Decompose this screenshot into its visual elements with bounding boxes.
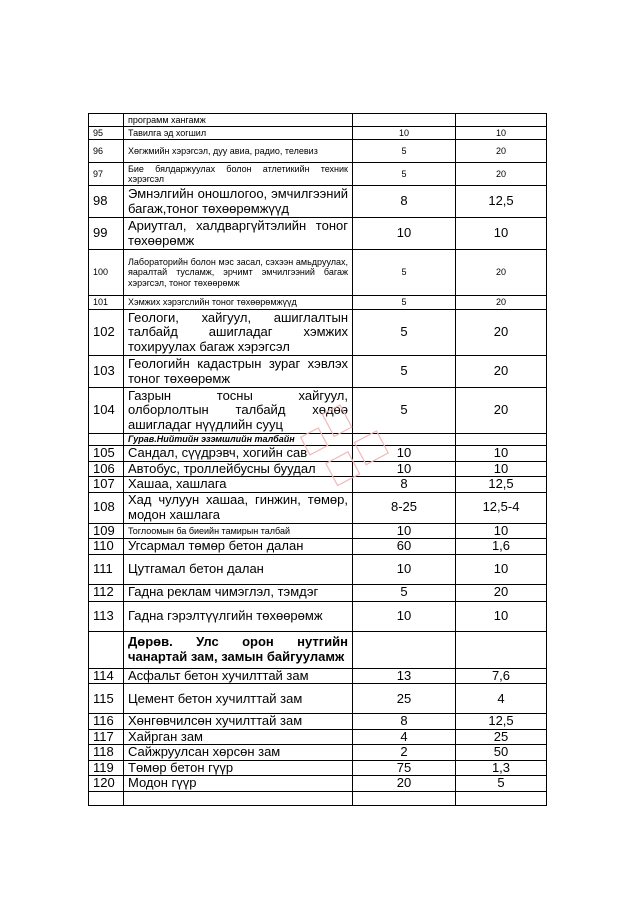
service-life-years xyxy=(353,114,456,127)
item-name: Геологийн кадастрын зураг хэвлэх тоног төхөөрөмж xyxy=(124,356,353,388)
service-life-years: 5 xyxy=(353,296,456,310)
table-row xyxy=(89,186,547,218)
item-name: Эмнэлгийн оношлогоо, эмчилгээний багаж,тоног төхөөрөмжүүд xyxy=(124,186,353,218)
service-life-years: 10 xyxy=(353,218,456,250)
table-row xyxy=(89,250,547,296)
depreciation-rate: 12,5-4 xyxy=(456,492,547,523)
item-name: Цутгамал бетон далан xyxy=(124,554,353,584)
row-number: 115 xyxy=(89,684,124,714)
service-life-years: 10 xyxy=(353,127,456,140)
table-row xyxy=(89,163,547,186)
row-number: 120 xyxy=(89,776,124,792)
depreciation-rate: 12,5 xyxy=(456,477,547,493)
service-life-years: 10 xyxy=(353,446,456,462)
row-number: 114 xyxy=(89,668,124,684)
depreciation-rate: 10 xyxy=(456,218,547,250)
service-life-years: 5 xyxy=(353,310,456,356)
row-number xyxy=(89,792,124,806)
row-number xyxy=(89,114,124,127)
depreciation-rate xyxy=(456,114,547,127)
row-number: 96 xyxy=(89,140,124,163)
table-row xyxy=(89,218,547,250)
row-number: 100 xyxy=(89,250,124,296)
depreciation-rate: 5 xyxy=(456,776,547,792)
depreciation-rate: 12,5 xyxy=(456,714,547,730)
item-name: Хөнгөвчилсөн хучилттай зам xyxy=(124,714,353,730)
service-life-years: 10 xyxy=(353,601,456,631)
table-row xyxy=(89,729,547,745)
item-name: Дөрөв. Улс орон нутгийн чанартай зам, замын байгууламж xyxy=(124,631,353,668)
depreciation-rate: 20 xyxy=(456,388,547,434)
row-number: 112 xyxy=(89,584,124,601)
depreciation-rate: 10 xyxy=(456,461,547,477)
item-name: Сайжруулсан хөрсөн зам xyxy=(124,745,353,761)
service-life-years: 5 xyxy=(353,250,456,296)
service-life-years: 5 xyxy=(353,356,456,388)
item-name: Хэмжих хэрэгслийн тоног төхөөрөмжүүд xyxy=(124,296,353,310)
row-number: 104 xyxy=(89,388,124,434)
row-number: 105 xyxy=(89,446,124,462)
table-row xyxy=(89,760,547,776)
depreciation-rate: 20 xyxy=(456,584,547,601)
service-life-years xyxy=(353,792,456,806)
depreciation-rate: 4 xyxy=(456,684,547,714)
table-row xyxy=(89,668,547,684)
row-number: 117 xyxy=(89,729,124,745)
item-name: Цемент бетон хучилттай зам xyxy=(124,684,353,714)
service-life-years: 5 xyxy=(353,584,456,601)
depreciation-rate: 10 xyxy=(456,554,547,584)
item-name: Гадна гэрэлтүүлгийн төхөөрөмж xyxy=(124,601,353,631)
service-life-years xyxy=(353,631,456,668)
table-row xyxy=(89,554,547,584)
service-life-years: 13 xyxy=(353,668,456,684)
depreciation-rate: 20 xyxy=(456,250,547,296)
item-name: Хөгжмийн хэрэгсэл, дуу авиа, радио, телевиз xyxy=(124,140,353,163)
table-row xyxy=(89,776,547,792)
service-life-years: 10 xyxy=(353,523,456,539)
row-number: 97 xyxy=(89,163,124,186)
item-name: Модон гүүр xyxy=(124,776,353,792)
service-life-years: 25 xyxy=(353,684,456,714)
depreciation-rate: 10 xyxy=(456,127,547,140)
table-row xyxy=(89,684,547,714)
item-name: Ариутгал, халдваргүйтэлийн тоног төхөөрөмж xyxy=(124,218,353,250)
table-row xyxy=(89,296,547,310)
depreciation-rate: 20 xyxy=(456,163,547,186)
depreciation-rate: 20 xyxy=(456,140,547,163)
row-number xyxy=(89,631,124,668)
row-number: 108 xyxy=(89,492,124,523)
item-name: Хад чулуун хашаа, гинжин, төмөр, модон хашлага xyxy=(124,492,353,523)
row-number: 118 xyxy=(89,745,124,761)
service-life-years: 8-25 xyxy=(353,492,456,523)
service-life-years: 20 xyxy=(353,776,456,792)
table-row xyxy=(89,631,547,668)
table-row xyxy=(89,127,547,140)
row-number: 109 xyxy=(89,523,124,539)
item-name: Бие бялдаржуулах болон атлетикийн техник хэрэгсэл xyxy=(124,163,353,186)
service-life-years: 60 xyxy=(353,539,456,555)
depreciation-rate: 7,6 xyxy=(456,668,547,684)
depreciation-rate: 50 xyxy=(456,745,547,761)
row-number: 99 xyxy=(89,218,124,250)
row-number: 111 xyxy=(89,554,124,584)
item-name: Хашаа, хашлага xyxy=(124,477,353,493)
table-row xyxy=(89,140,547,163)
row-number: 101 xyxy=(89,296,124,310)
table-row xyxy=(89,539,547,555)
row-number: 113 xyxy=(89,601,124,631)
item-name: Гурав.Нийтийн эзэмшлийн талбайн xyxy=(124,434,353,446)
service-life-years: 75 xyxy=(353,760,456,776)
row-number: 116 xyxy=(89,714,124,730)
item-name xyxy=(124,792,353,806)
depreciation-rate: 10 xyxy=(456,601,547,631)
item-name: Хайрган зам xyxy=(124,729,353,745)
table-row xyxy=(89,745,547,761)
service-life-years: 5 xyxy=(353,388,456,434)
row-number: 103 xyxy=(89,356,124,388)
item-name: Гадна реклам чимэглэл, тэмдэг xyxy=(124,584,353,601)
item-name: Угсармал төмөр бетон далан xyxy=(124,539,353,555)
depreciation-rate: 10 xyxy=(456,523,547,539)
watermark-stamp xyxy=(290,375,410,515)
item-name: Газрын тосны хайгуул, олборлолтын талбайд хөдөө ашигладаг нүүдлийн сууц xyxy=(124,388,353,434)
table-row xyxy=(89,114,547,127)
depreciation-rate: 25 xyxy=(456,729,547,745)
depreciation-rate: 12,5 xyxy=(456,186,547,218)
table-row xyxy=(89,792,547,806)
depreciation-rate xyxy=(456,631,547,668)
table-row xyxy=(89,601,547,631)
service-life-years: 8 xyxy=(353,186,456,218)
row-number: 98 xyxy=(89,186,124,218)
depreciation-rate: 1,6 xyxy=(456,539,547,555)
item-name: Автобус, троллейбусны буудал xyxy=(124,461,353,477)
depreciation-rate: 20 xyxy=(456,296,547,310)
depreciation-rate: 20 xyxy=(456,356,547,388)
service-life-years: 4 xyxy=(353,729,456,745)
depreciation-rate: 20 xyxy=(456,310,547,356)
service-life-years: 10 xyxy=(353,554,456,584)
depreciation-rate: 10 xyxy=(456,446,547,462)
depreciation-rate xyxy=(456,434,547,446)
depreciation-rate: 1,3 xyxy=(456,760,547,776)
item-name: программ хангамж xyxy=(124,114,353,127)
row-number: 119 xyxy=(89,760,124,776)
row-number: 95 xyxy=(89,127,124,140)
table-row xyxy=(89,310,547,356)
item-name: Геологи, хайгуул, ашиглалтын талбайд ашигладаг хэмжих тохируулах багаж хэрэгсэл xyxy=(124,310,353,356)
row-number: 107 xyxy=(89,477,124,493)
row-number: 102 xyxy=(89,310,124,356)
row-number: 106 xyxy=(89,461,124,477)
table-row xyxy=(89,584,547,601)
service-life-years: 5 xyxy=(353,140,456,163)
item-name: Төмөр бетон гүүр xyxy=(124,760,353,776)
depreciation-rate xyxy=(456,792,547,806)
item-name: Тавилга эд хогшил xyxy=(124,127,353,140)
service-life-years: 8 xyxy=(353,714,456,730)
service-life-years: 10 xyxy=(353,461,456,477)
table-row xyxy=(89,523,547,539)
item-name: Тоглоомын ба биеийн тамирын талбай xyxy=(124,523,353,539)
table-row xyxy=(89,714,547,730)
row-number: 110 xyxy=(89,539,124,555)
item-name: Асфальт бетон хучилттай зам xyxy=(124,668,353,684)
service-life-years: 5 xyxy=(353,163,456,186)
item-name: Сандал, сүүдрэвч, хогийн сав xyxy=(124,446,353,462)
service-life-years: 2 xyxy=(353,745,456,761)
row-number xyxy=(89,434,124,446)
service-life-years: 8 xyxy=(353,477,456,493)
item-name: Лабораторийн болон мэс засал, сэхээн амьдруулах, яаралтай тусламж, эрчимт эмчилгээний багаж хэрэгсэл, тоног төхөөрөмж xyxy=(124,250,353,296)
